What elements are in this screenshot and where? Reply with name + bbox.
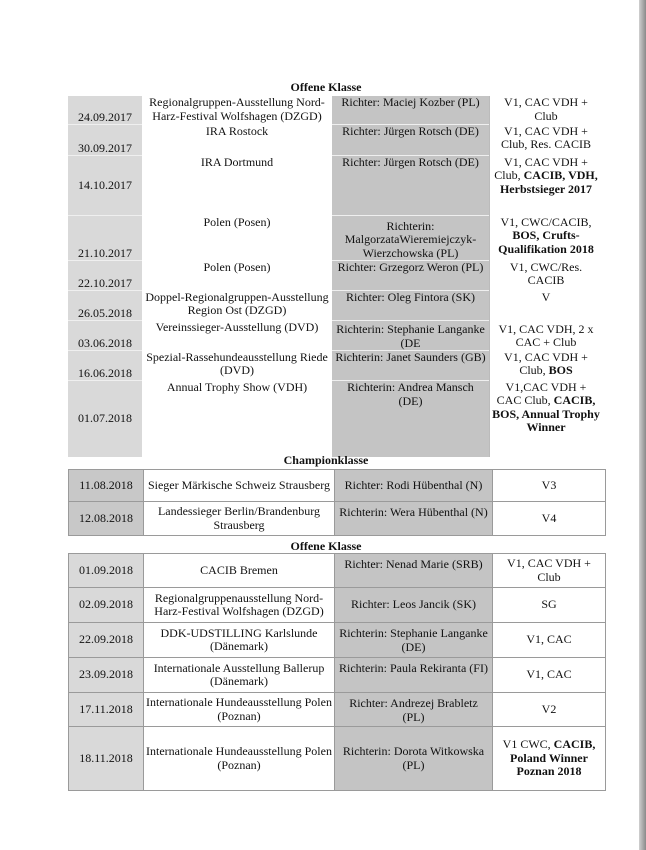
table-row	[69, 470, 606, 502]
table-row	[68, 321, 602, 351]
judge-cell: Richterin: Stephanie Langanke (DE)	[335, 623, 493, 658]
result-highlight: BOS, Crufts-Qualifikation 2018	[498, 228, 594, 256]
section-title-offene-klasse-2: Offene Klasse	[290, 539, 362, 553]
judge-cell: Richter: Rodi Hübenthal (N)	[335, 470, 493, 502]
date-cell: 22.09.2018	[69, 623, 144, 658]
date-cell: 21.10.2017	[68, 216, 142, 261]
section-title-championklasse: Championklasse	[283, 453, 369, 467]
result-cell: V	[490, 291, 603, 321]
show-cell: Sieger Märkische Schweiz Strausberg	[144, 470, 335, 502]
judge-cell: Richterin: Andrea Mansch (DE)	[332, 381, 490, 458]
results-table-offene-klasse-1	[68, 96, 602, 457]
date-cell: 02.09.2018	[69, 588, 144, 623]
result-cell: V1, CWC/Res. CACIB	[490, 261, 603, 291]
show-cell: Polen (Posen)	[203, 214, 271, 229]
table-row	[68, 351, 602, 381]
date-cell: 18.11.2018	[69, 727, 144, 791]
judge-cell: Richterin: Dorota Witkowska (PL)	[335, 727, 493, 791]
date-cell: 26.05.2018	[68, 291, 142, 321]
result-cell: V4	[493, 502, 606, 536]
show-cell: Doppel-Regionalgruppen-Ausstellung Region Ost (DZGD)	[145, 289, 329, 317]
show-cell: Regionalgruppen-Ausstellung Nord-Harz-Festival Wolfshagen (DZGD)	[149, 95, 325, 123]
result-cell	[490, 156, 603, 216]
judge-cell: Richterin: Janet Saunders (GB)	[332, 351, 490, 381]
result-highlight: BOS	[548, 363, 573, 377]
date-cell: 16.06.2018	[68, 351, 142, 381]
result-text: V1,CAC VDH + CAC Club,	[496, 379, 587, 407]
results-table-offene-klasse-2	[68, 553, 606, 791]
show-cell: Annual Trophy Show (VDH)	[166, 379, 308, 394]
show-cell: Polen (Posen)	[203, 259, 271, 274]
judge-cell: Richter: Maciej Kozber (PL)	[332, 96, 490, 125]
table-row	[69, 588, 606, 623]
judge-cell: Richter: Leos Jancik (SK)	[335, 588, 493, 623]
judge-cell: Richterin: Paula Rekiranta (FI)	[335, 658, 493, 693]
table-row	[68, 125, 602, 156]
judge-cell: Richterin: Stephanie Langanke (DE	[332, 321, 490, 351]
judge-cell: Richterin: Wera Hübenthal (N)	[335, 502, 493, 536]
judge-cell: Richter: Grzegorz Weron (PL)	[332, 261, 490, 291]
date-cell: 03.06.2018	[68, 321, 142, 351]
judge-cell: Richter: Jürgen Rotsch (DE)	[332, 156, 490, 216]
table-row	[69, 554, 606, 588]
date-cell: 23.09.2018	[69, 658, 144, 693]
judge-cell: Richter: Jürgen Rotsch (DE)	[332, 125, 490, 156]
result-cell	[490, 216, 603, 261]
table-row	[69, 693, 606, 727]
result-cell: V1, CAC VDH + Club, Res. CACIB	[490, 125, 603, 156]
result-cell: V1, CAC	[493, 623, 606, 658]
result-cell: SG	[493, 588, 606, 623]
show-cell: IRA Dortmund	[200, 154, 274, 169]
show-cell: IRA Rostock	[205, 123, 269, 138]
section-title-offene-klasse-1: Offene Klasse	[290, 80, 362, 94]
date-cell: 22.10.2017	[68, 261, 142, 291]
table-row	[68, 261, 602, 291]
result-text: V1, CAC VDH + Club,	[504, 349, 588, 377]
date-cell: 01.07.2018	[68, 381, 142, 458]
result-text: V1, CWC/CACIB,	[500, 214, 592, 229]
table-row	[69, 623, 606, 658]
table-row	[68, 216, 602, 261]
date-cell: 12.08.2018	[69, 502, 144, 536]
show-cell: CACIB Bremen	[144, 554, 335, 588]
result-cell: V1, CAC	[493, 658, 606, 693]
result-cell: V3	[493, 470, 606, 502]
page-edge-shadow	[639, 0, 646, 850]
show-cell: Spezial-Rassehundeausstellung Riede (DVD)	[146, 349, 328, 377]
result-highlight: CACIB, VDH, Herbstsieger 2017	[499, 168, 598, 196]
result-cell: V1, CAC VDH + Club	[493, 554, 606, 588]
show-cell: Landessieger Berlin/Brandenburg Strausberg	[144, 502, 335, 536]
results-table-championklasse	[68, 469, 606, 536]
date-cell: 17.11.2018	[69, 693, 144, 727]
date-cell: 14.10.2017	[68, 156, 142, 216]
result-cell: V1, CAC VDH + Club	[490, 96, 603, 125]
result-text: V1 CWC,	[502, 737, 554, 752]
result-cell	[490, 381, 603, 458]
show-cell: Internationale Ausstellung Ballerup (Dänemark)	[144, 658, 335, 693]
table-row	[68, 381, 602, 458]
table-row	[69, 727, 606, 791]
date-cell: 11.08.2018	[69, 470, 144, 502]
judge-cell: Richter: Nenad Marie (SRB)	[335, 554, 493, 588]
result-highlight: CACIB, BOS, Annual Trophy Winner	[492, 393, 600, 434]
date-cell: 24.09.2017	[68, 96, 142, 125]
result-cell	[493, 727, 606, 791]
result-text: V1, CAC VDH + Club,	[494, 154, 588, 182]
table-row	[68, 96, 602, 125]
table-row	[69, 658, 606, 693]
judge-cell: Richter: Andrezej Brabletz (PL)	[335, 693, 493, 727]
show-cell: Vereinssieger-Ausstellung (DVD)	[155, 319, 319, 334]
result-cell: V1, CAC VDH, 2 x CAC + Club	[490, 321, 603, 351]
date-cell: 30.09.2017	[68, 125, 142, 156]
date-cell: 01.09.2018	[69, 554, 144, 588]
result-cell: V2	[493, 693, 606, 727]
table-row	[68, 291, 602, 321]
result-highlight: CACIB, Poland Winner Poznan 2018	[510, 737, 596, 779]
table-row	[68, 156, 602, 216]
show-cell: DDK-UDSTILLING Karlslunde (Dänemark)	[144, 623, 335, 658]
judge-cell: Richterin: MalgorzataWieremiejczyk-Wierzchowska (PL)	[332, 216, 490, 261]
table-row	[69, 502, 606, 536]
result-cell	[490, 351, 603, 381]
judge-cell: Richter: Oleg Fintora (SK)	[332, 291, 490, 321]
show-cell: Regionalgruppenausstellung Nord-Harz-Festival Wolfshagen (DZGD)	[144, 588, 335, 623]
show-cell: Internationale Hundeausstellung Polen (Poznan)	[144, 727, 335, 791]
show-cell: Internationale Hundeausstellung Polen (Poznan)	[144, 693, 335, 727]
